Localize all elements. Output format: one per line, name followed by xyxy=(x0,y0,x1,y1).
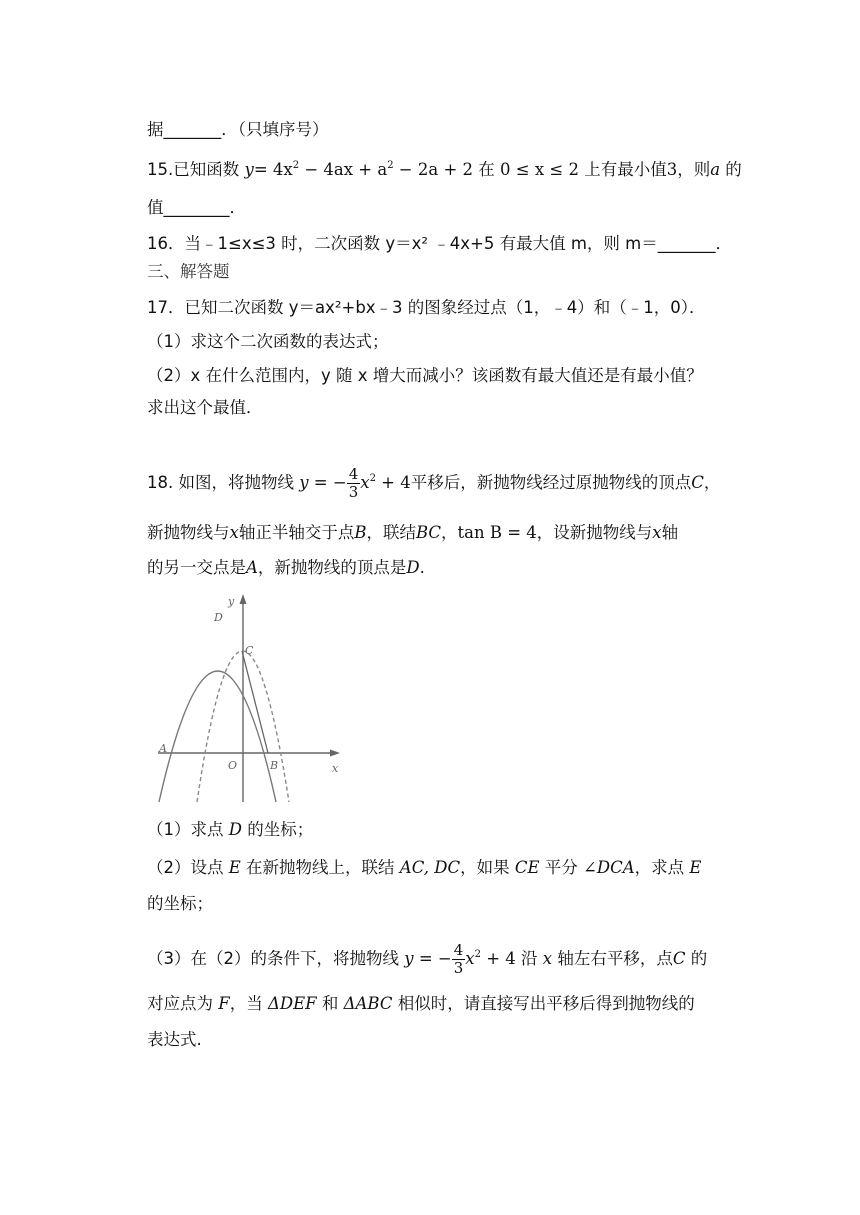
label-o: O xyxy=(228,759,238,772)
q17-part1: （1）求这个二次函数的表达式； xyxy=(147,332,389,351)
q18-sub2-cont: 的坐标； xyxy=(147,894,213,913)
section-heading: 三、解答题 xyxy=(147,262,230,281)
q15-line2: 值________． xyxy=(147,198,246,217)
q18-sub2: （2）设点 E 在新抛物线上，联结 AC, DC，如果 CE 平分 ∠DCA，求点 E xyxy=(147,858,702,877)
q18-line2: 新抛物线与x轴正半轴交于点B，联结BC，tan B = 4，设新抛物线与x轴 xyxy=(147,523,679,542)
y-axis-arrow xyxy=(240,594,247,604)
q18-sub1: （1）求点 D 的坐标； xyxy=(147,820,314,839)
q18-line3: 的另一交点是A，新抛物线的顶点是D. xyxy=(147,558,425,577)
q17-stem: 17．已知二次函数 y＝ax²+bx﹣3 的图象经过点（1，﹣4）和（﹣1，0）． xyxy=(147,298,706,317)
q18-sub3: （3）在（2）的条件下，将抛物线 y = − $\frac{4}{3}$ $x^2 + 4$ 沿 x 轴左右平移，点C 的 xyxy=(147,941,708,977)
q18-sub3-line3: 表达式. xyxy=(147,1030,202,1049)
q17-part2: （2）x 在什么范围内，y 随 x 增大而减小？该函数有最大值还是有最小值？ xyxy=(147,366,703,385)
fraction: $\frac{4}{3}$ xyxy=(348,465,359,501)
q17-part2-cont: 求出这个最值． xyxy=(147,398,263,417)
label-c: C xyxy=(245,644,254,657)
q18-line1: 18. 如图，将抛物线 y = − $\frac{4}{3}$ $x^2 + 4$平移后，新抛物线经过原抛物线的顶点C， xyxy=(147,465,721,501)
q15-line1: 15.已知函数 $y= 4x^2 - 4ax + a^2 - 2a + 2$ 在 0 ≤ x ≤ 2 上有最小值3，则a 的 xyxy=(147,160,742,179)
label-y: y xyxy=(228,595,235,608)
parabola-figure xyxy=(150,590,350,810)
label-b: B xyxy=(270,759,279,772)
q14-tail: 据_______．（只填序号） xyxy=(147,120,329,139)
label-d: D xyxy=(214,611,223,624)
x-axis-arrow xyxy=(330,750,340,757)
q16: 16．当﹣1≤x≤3 时，二次函数 y＝x² ﹣4x+5 有最大值 m，则 m＝_______． xyxy=(147,234,733,253)
label-a: A xyxy=(159,742,167,755)
q18-sub3-line2: 对应点为 F，当 ΔDEF 和 ΔABC 相似时，请直接写出平移后得到抛物线的 xyxy=(147,994,695,1013)
label-x: x xyxy=(332,762,339,775)
fraction: $\frac{4}{3}$ xyxy=(453,941,464,977)
new-parabola xyxy=(159,671,279,802)
